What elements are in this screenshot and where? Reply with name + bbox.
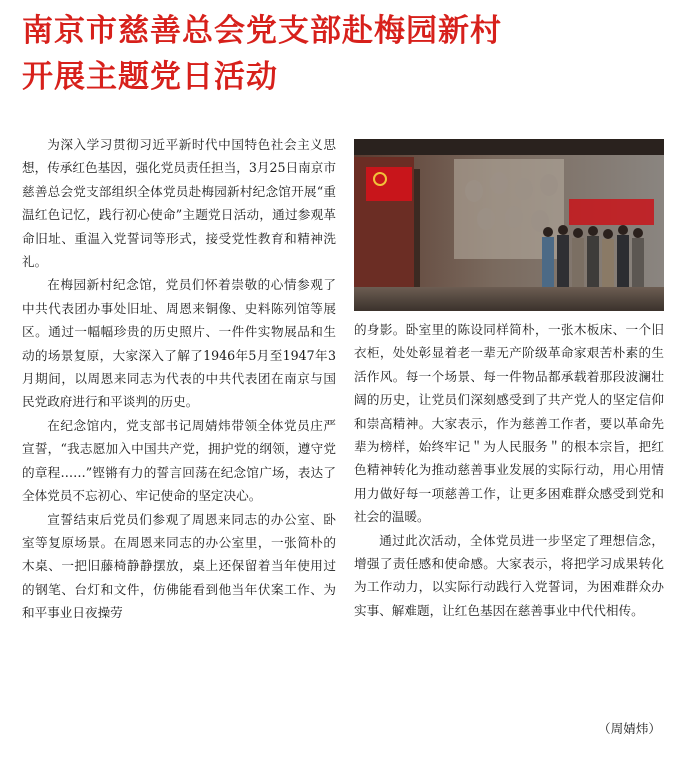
party-flag <box>366 167 412 201</box>
paragraph-continuation: 的身影。卧室里的陈设同样简朴，一张木板床、一个旧衣柜，处处彰显着老一辈无产阶级革命家艰苦朴素的生活作风。每一个场景、每一件物品都承载着那段波澜壮阔的历史，让党员们深刻感受到了共产党人的坚定信仰和崇高精神。大家表示，作为慈善工作者，要以革命先辈为榜样，始终牢记＂为人民服务＂的根本宗旨，把红色精神转化为推动慈善事业发展的实际行动，用心用情用力做好每一项慈善工作，让更多困难群众感受到党和社会的温暖。 <box>354 322 664 525</box>
headline-line-1: 南京市慈善总会党支部赴梅园新村 <box>22 13 502 49</box>
paragraph-oath: 在纪念馆内，党支部书记周婧炜带领全体党员庄严宣誓，“我志愿加入中国共产党，拥护党的纲领，遵守党的章程……”铿锵有力的誓言回荡在纪念馆广场，表达了全体党员不忘初心、牢记使命的坚定决心。 <box>22 417 336 504</box>
paragraph-office: 宣誓结束后党员们参观了周恩来同志的办公室、卧室等复原场景。在周恩来同志的办公室里，一张简朴的木桌、一把旧藤椅静静摆放，桌上还保留着当年使用过的钢笔、台灯和文件，仿佛能看到他当年伏案工作、为和平事业日夜操劳 <box>22 511 336 621</box>
photo-floor <box>354 287 664 311</box>
paragraph-intro: 为深入学习贯彻习近平新时代中国特色社会主义思想，传承红色基因，强化党员责任担当，3月25日南京市慈善总会党支部组织全体党员赴梅园新村纪念馆开展“重温红色记忆，践行初心使命”主题党日活动，通过参观革命旧址、重温入党誓词等形式，接受党性教育和精神洗礼。 <box>22 137 336 270</box>
article-photo <box>354 139 664 311</box>
left-text-column <box>22 133 336 625</box>
photo-banner <box>569 199 654 225</box>
paragraph-conclusion: 通过此次活动，全体党员进一步坚定了理想信念，增强了责任感和使命感。大家表示，将把学习成果转化为工作动力，以实际行动践行入党誓词，为困难群众办实事、解难题，让红色基因在慈善事业中代代相传。 <box>354 532 664 618</box>
photo-pillar <box>414 169 420 287</box>
headline-line-2: 开展主题党日活动 <box>22 59 278 95</box>
author-byline: （周婧炜） <box>598 721 661 736</box>
right-text-column <box>354 318 664 622</box>
article-headline <box>22 8 672 100</box>
photo-illustration <box>354 139 664 311</box>
photo-ceiling <box>354 139 664 155</box>
paragraph-visit: 在梅园新村纪念馆，党员们怀着崇敬的心情参观了中共代表团办事处旧址、周恩来铜像、史料陈列馆等展区。通过一幅幅珍贵的历史照片、一件件实物展品和生动的场景复原，大家深入了解了1946年5月至1947年3月期间，以周恩来同志为代表的中共代表团在南京与国民党政府进行和平谈判的历史。 <box>22 277 336 410</box>
